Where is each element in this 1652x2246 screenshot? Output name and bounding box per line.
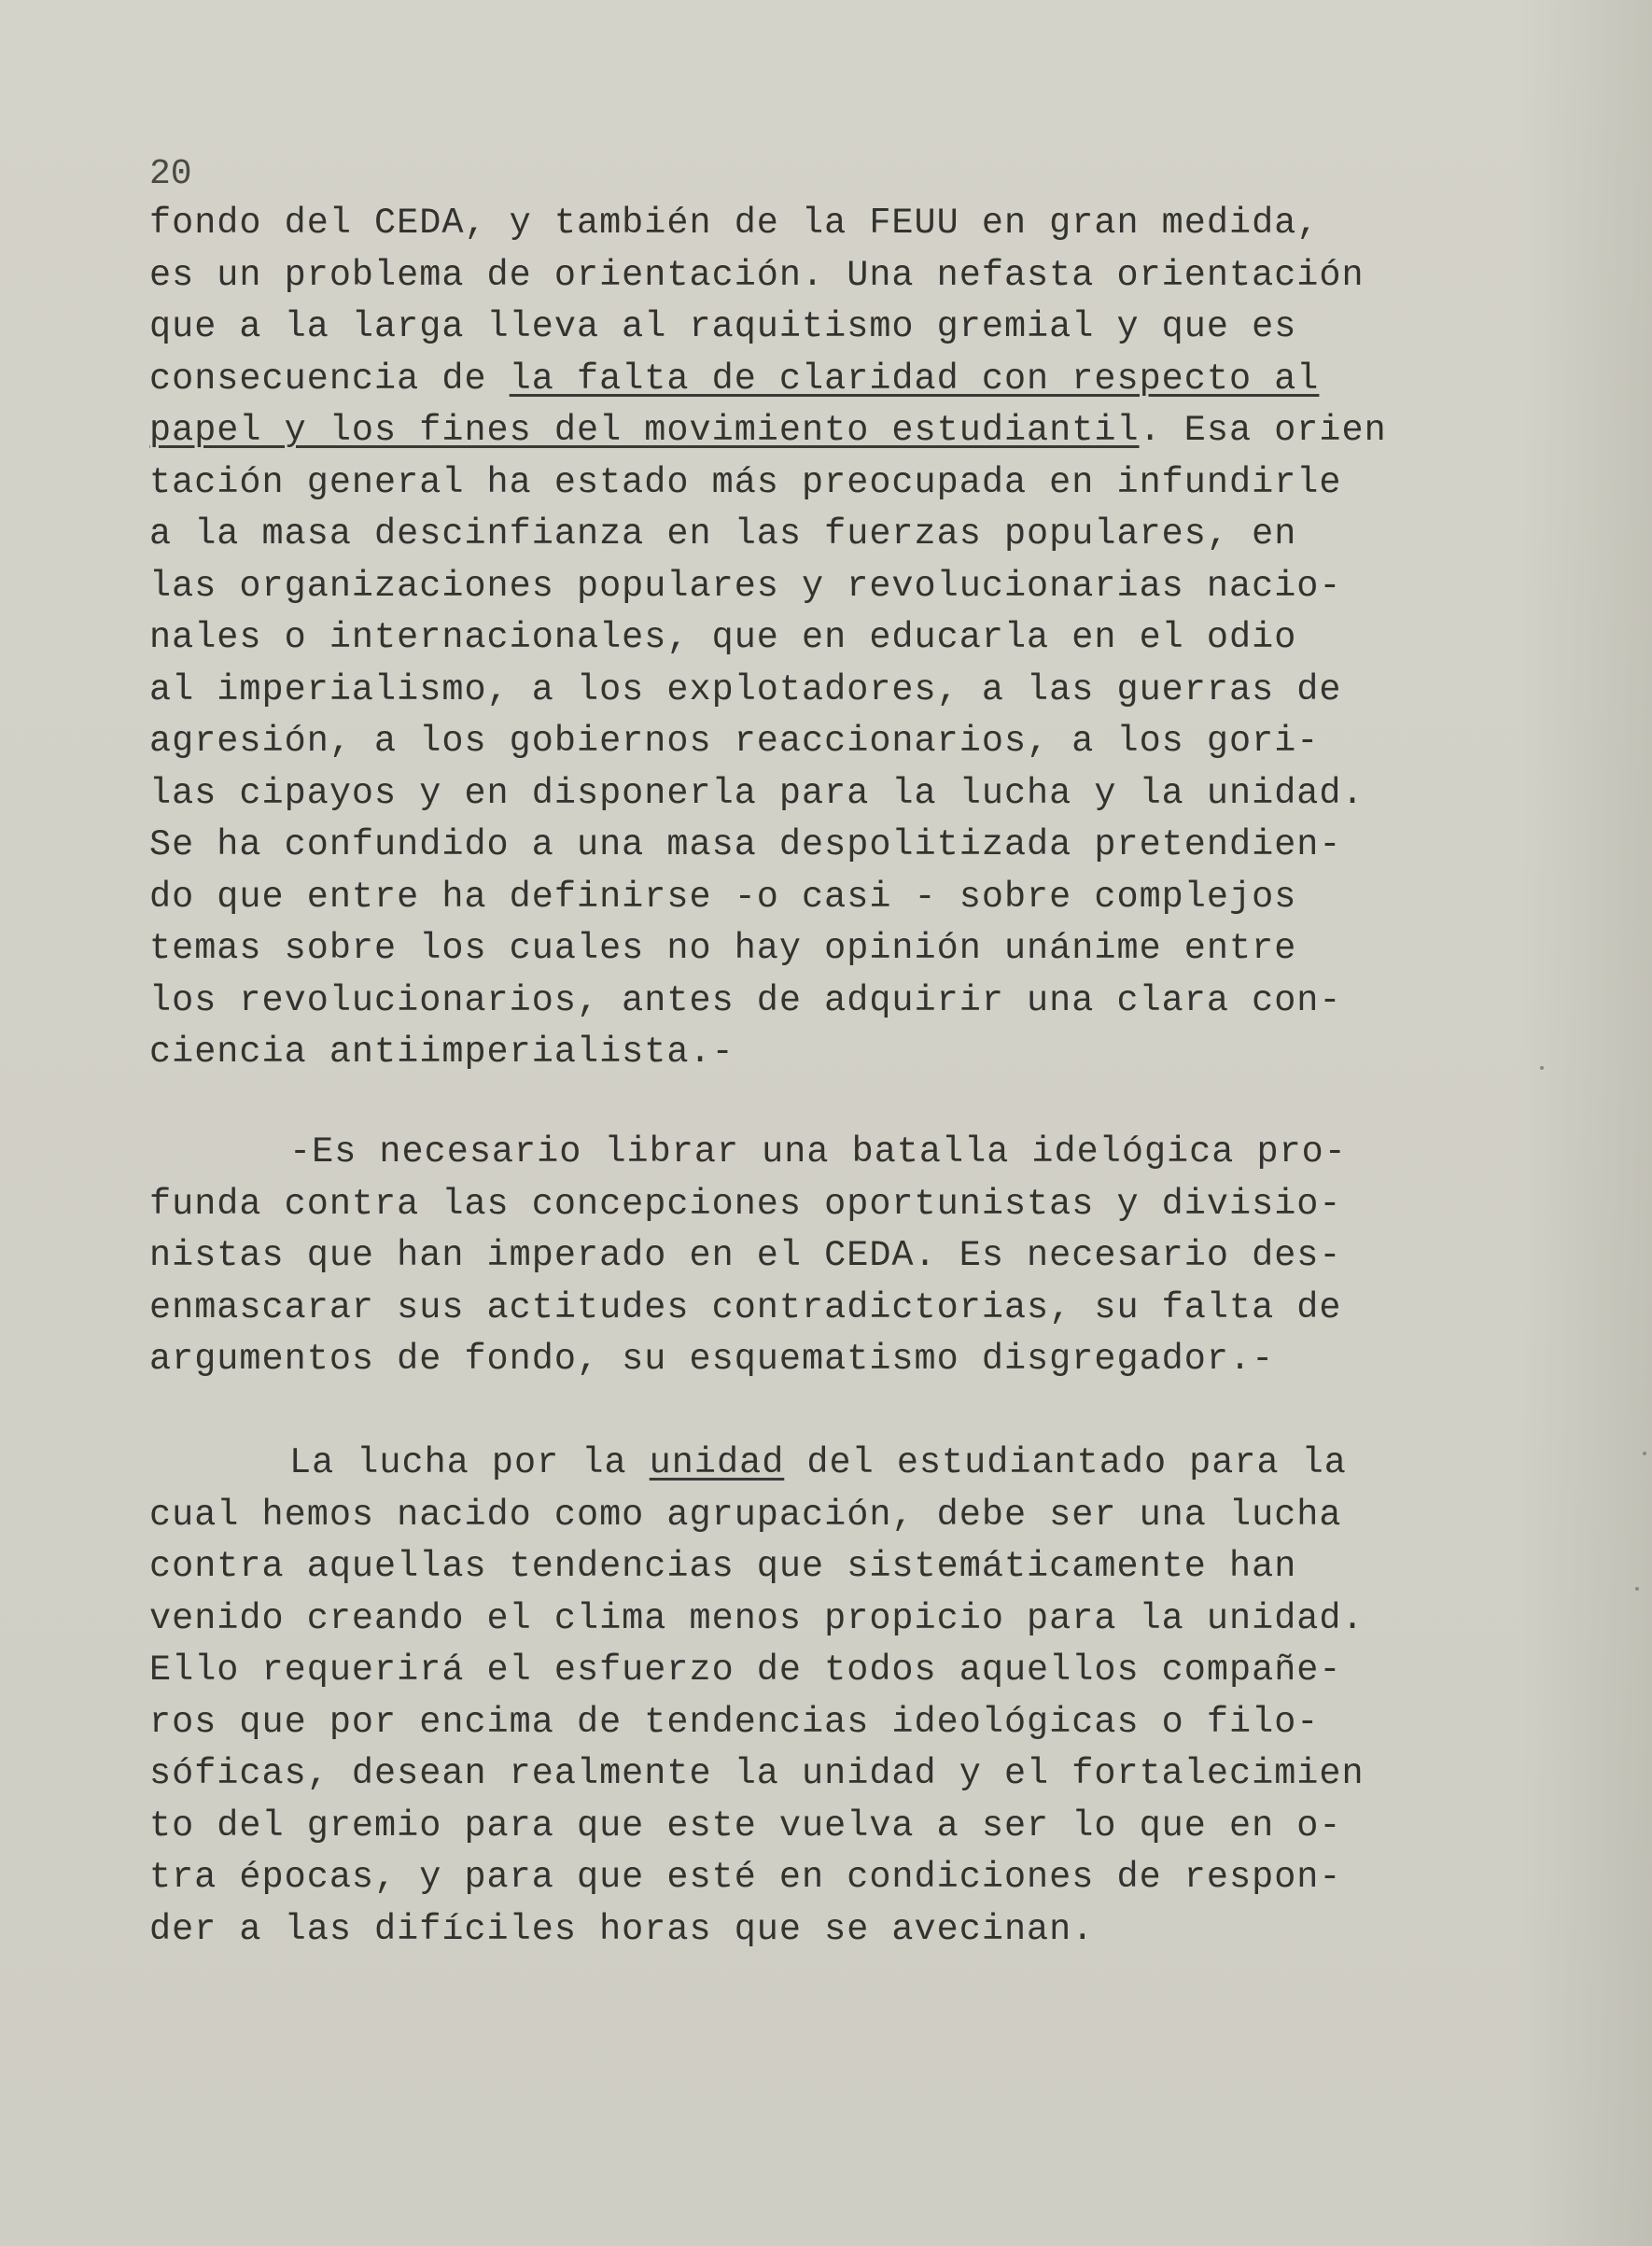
underlined-text: papel y los fines del movimiento estudiantil [149, 410, 1140, 451]
text-segment: venido creando el clima menos propicio para la unidad. [149, 1597, 1365, 1639]
underlined-text: la falta de claridad con respecto al [509, 358, 1320, 400]
text-line [149, 1697, 1605, 1749]
text-segment: que a la larga lleva al raquitismo gremial y que es [149, 306, 1297, 347]
text-line [149, 1541, 1605, 1593]
paragraph-unity-struggle [149, 1438, 1605, 1956]
text-line [149, 768, 1605, 821]
text-line [149, 198, 1605, 250]
text-line [149, 1593, 1605, 1646]
text-segment: contra aquellas tendencias que sistemáticamente han [149, 1546, 1297, 1587]
paragraph-ideological-battle [149, 1127, 1605, 1386]
text-line [149, 457, 1605, 510]
text-line [149, 1438, 1605, 1490]
text-segment: argumentos de fondo, su esquematismo disgregador.- [149, 1339, 1275, 1380]
text-segment: funda contra las concepciones oportunistas y divisio- [149, 1183, 1342, 1225]
text-segment: ros que por encima de tendencias ideológicas o filo- [149, 1701, 1320, 1743]
text-line [149, 405, 1605, 457]
text-segment: consecuencia de [149, 358, 510, 400]
text-line [149, 716, 1605, 768]
text-segment: nistas que han imperado en el CEDA. Es necesario des- [149, 1235, 1342, 1276]
underlined-text: unidad [649, 1442, 785, 1483]
text-line [149, 820, 1605, 872]
text-segment: nales o internacionales, que en educarla en el odio [149, 617, 1297, 658]
text-line [149, 976, 1605, 1028]
text-line [149, 1179, 1605, 1231]
paper-speck [1540, 1066, 1544, 1070]
text-segment: to del gremio para que este vuelva a ser lo que en o- [149, 1804, 1342, 1846]
text-line [149, 1904, 1605, 1957]
paragraph-orientation [149, 198, 1605, 1079]
text-segment: La lucha por la [289, 1442, 650, 1483]
text-segment: ciencia antiimperialista.- [149, 1032, 735, 1073]
text-line [149, 250, 1605, 302]
text-line [149, 1801, 1605, 1853]
text-segment: del estudiantado para la [784, 1442, 1347, 1483]
text-line [149, 1127, 1605, 1179]
text-line [149, 612, 1605, 665]
text-segment: al imperialismo, a los explotadores, a las guerras de [149, 668, 1342, 710]
text-segment: do que entre ha definirse -o casi - sobre complejos [149, 876, 1297, 918]
text-segment: tación general ha estado más preocupada en infundirle [149, 461, 1342, 503]
text-segment: sóficas, desean realmente la unidad y el fortalecimien [149, 1753, 1365, 1794]
text-line [149, 302, 1605, 354]
text-segment: es un problema de orientación. Una nefasta orientación [149, 254, 1365, 296]
text-segment: fondo del CEDA, y también de la FEUU en gran medida, [149, 203, 1320, 244]
text-line [149, 872, 1605, 924]
text-segment: a la masa descinfianza en las fuerzas populares, en [149, 513, 1297, 554]
text-segment: -Es necesario librar una batalla idelógica pro- [289, 1131, 1347, 1172]
text-line [149, 509, 1605, 561]
text-segment: . Esa orien [1139, 410, 1387, 451]
text-segment: las cipayos y en disponerla para la lucha y la unidad. [149, 772, 1365, 814]
text-line [149, 1852, 1605, 1904]
page-number: 20 [149, 154, 192, 194]
text-line [149, 354, 1605, 406]
text-segment: cual hemos nacido como agrupación, debe ser una lucha [149, 1494, 1342, 1536]
text-line [149, 665, 1605, 717]
text-segment: tra épocas, y para que esté en condiciones de respon- [149, 1857, 1342, 1898]
text-line [149, 1748, 1605, 1801]
text-line [149, 1283, 1605, 1335]
text-line [149, 923, 1605, 976]
paper-speck [1635, 1587, 1639, 1591]
text-line [149, 1334, 1605, 1386]
text-segment: los revolucionarios, antes de adquirir una clara con- [149, 979, 1342, 1021]
text-segment: der a las difíciles horas que se avecinan. [149, 1908, 1095, 1950]
text-segment: temas sobre los cuales no hay opinión unánime entre [149, 928, 1297, 969]
text-line [149, 1027, 1605, 1079]
text-line [149, 561, 1605, 613]
text-segment: Se ha confundido a una masa despolitizada pretendien- [149, 824, 1342, 865]
text-segment: las organizaciones populares y revolucionarias nacio- [149, 565, 1342, 607]
text-line [149, 1645, 1605, 1697]
paper-speck [1643, 1452, 1646, 1455]
text-segment: Ello requerirá el esfuerzo de todos aquellos compañe- [149, 1649, 1342, 1691]
text-segment: enmascarar sus actitudes contradictorias, su falta de [149, 1286, 1342, 1328]
text-segment: agresión, a los gobiernos reaccionarios, a los gori- [149, 721, 1320, 762]
text-line [149, 1490, 1605, 1542]
text-line [149, 1230, 1605, 1283]
